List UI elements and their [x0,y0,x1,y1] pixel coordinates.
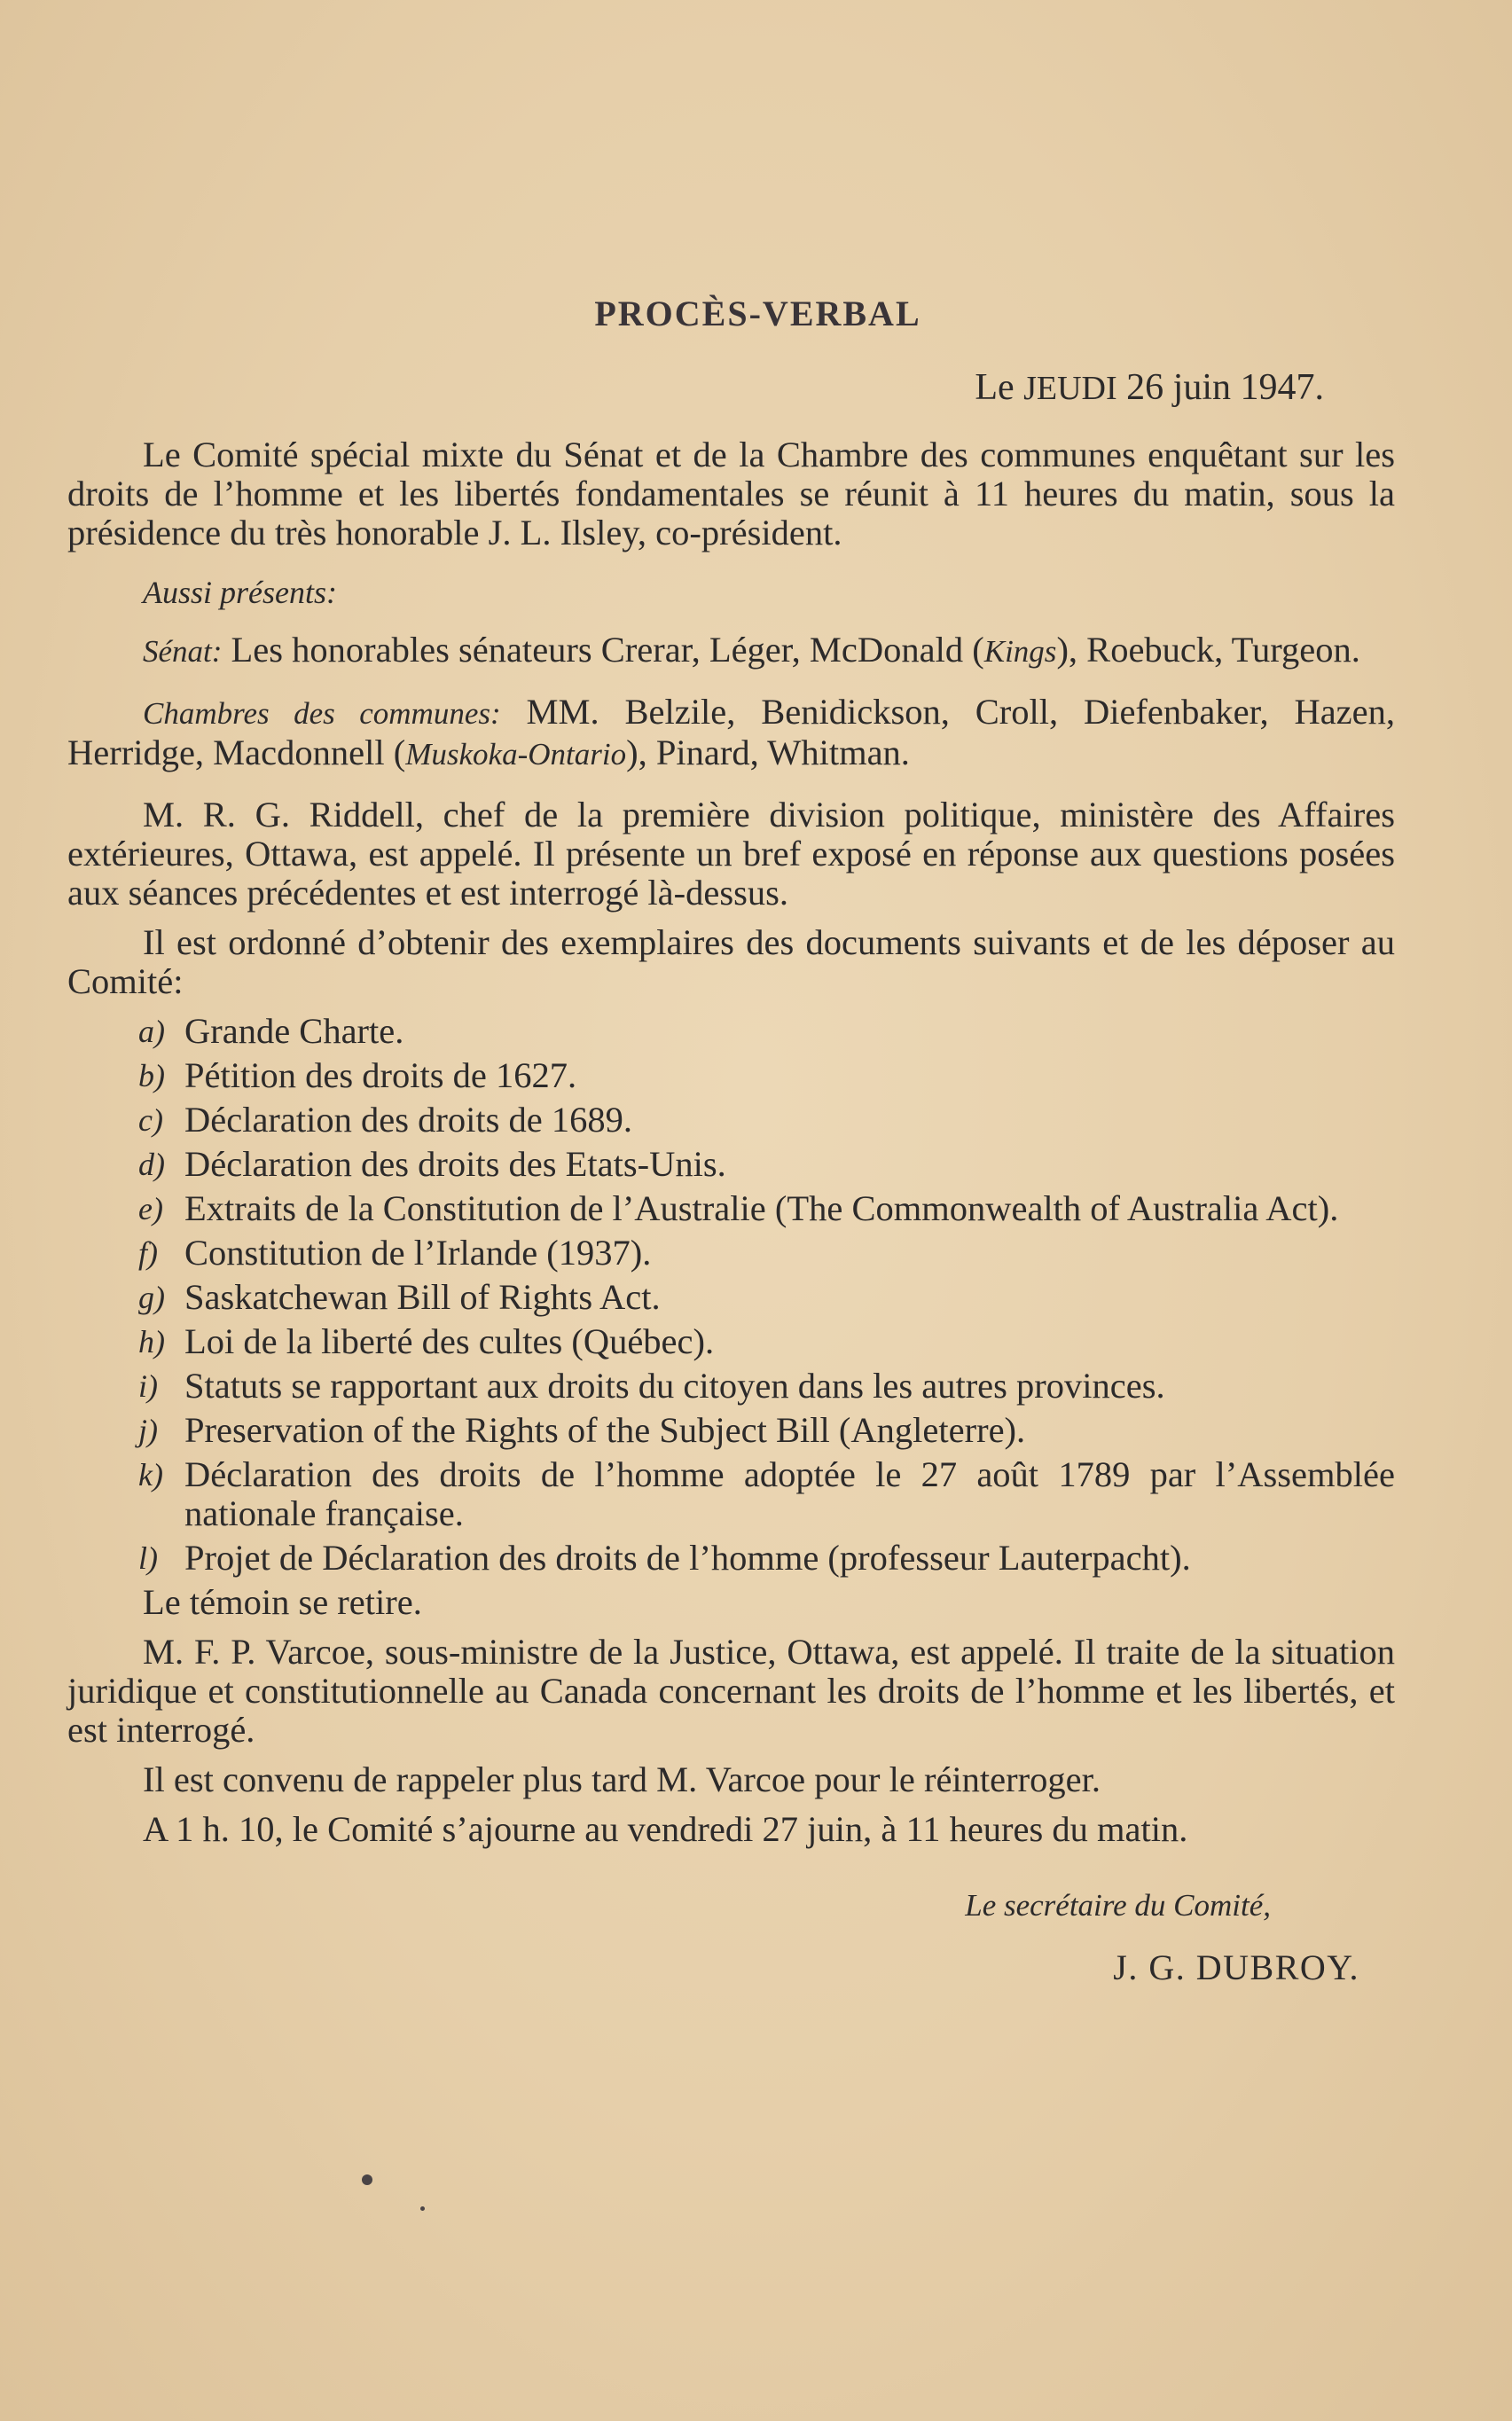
document-page [67,293,1395,1988]
list-item [67,1411,1395,1450]
date-prefix: Le [975,367,1015,408]
item-text: Déclaration des droits de l’homme adoptée le 27 août 1789 par l’Assemblée nationale française. [184,1454,1395,1533]
senate-text-b: ), Roebuck, Turgeon. [1056,630,1360,670]
list-item [67,1367,1395,1406]
signature-role: Le secrétaire du Comité, [965,1888,1271,1923]
item-text: Extraits de la Constitution de l’Australie (The Commonwealth of Australia Act). [184,1188,1339,1228]
list-item [67,1234,1395,1273]
commons-text-b: ), Pinard, Whitman. [626,733,910,772]
list-item [67,1189,1395,1228]
list-item [67,1012,1395,1051]
ink-speck [420,2206,425,2211]
list-item [67,1056,1395,1095]
commons-label: Chambres des communes: [143,696,501,731]
senate-attendance [67,631,1395,671]
ink-speck [362,2174,372,2185]
signature-block [67,1888,1395,1988]
meeting-date [67,366,1324,409]
intro-paragraph: Le Comité spécial mixte du Sénat et de la Chambre des communes enquêtant sur les droits de l’homme et les libertés fondamentales se réunit à 11 heures du matin, sous la présidence du très honorable J. L. Ilsley, co-président. [67,435,1395,552]
list-item [67,1145,1395,1184]
senate-kings: Kings [983,634,1057,669]
item-text: Grande Charte. [184,1011,404,1051]
item-text: Statuts se rapportant aux droits du citoyen dans les autres provinces. [184,1366,1165,1406]
item-text: Déclaration des droits des Etats-Unis. [184,1144,726,1184]
item-marker: c) [138,1102,163,1138]
item-marker: h) [138,1324,165,1359]
order-paragraph: Il est ordonné d’obtenir des exemplaires des documents suivants et de les déposer au Comité: [67,922,1395,1001]
list-item [67,1278,1395,1317]
recall-paragraph: Il est convenu de rappeler plus tard M. Varcoe pour le réinterroger. [143,1759,1101,1799]
item-text: Constitution de l’Irlande (1937). [184,1233,652,1273]
riddell-paragraph: M. R. G. Riddell, chef de la première division politique, ministère des Affaires extérieures, Ottawa, est appelé. Il présente un bref exposé en réponse aux questions posées aux séances précédentes et est interrogé là-dessus. [67,795,1395,913]
page-title: PROCÈS-VERBAL [594,294,921,333]
list-item [67,1539,1395,1578]
item-marker: g) [138,1280,165,1315]
varcoe-paragraph: M. F. P. Varcoe, sous-ministre de la Justice, Ottawa, est appelé. Il traite de la situation juridique et constitutionnelle au Canada concernant les droits de l’homme et les libertés, et est interrogé. [67,1632,1395,1750]
item-text: Projet de Déclaration des droits de l’homme (professeur Lauterpacht). [184,1538,1191,1578]
senate-text-a: Les honorables sénateurs Crerar, Léger, McDonald ( [231,630,984,670]
present-heading: Aussi présents: [143,575,337,610]
date-day: JEUDI [1023,370,1117,407]
item-marker: d) [138,1147,165,1182]
item-marker: a) [138,1014,165,1049]
adjourn-paragraph: A 1 h. 10, le Comité s’ajourne au vendredi 27 juin, à 11 heures du matin. [143,1809,1188,1849]
signature-name: J. G. DUBROY. [1113,1947,1359,1987]
item-marker: k) [138,1457,163,1493]
date-rest: 26 juin 1947. [1126,367,1324,408]
senate-label: Sénat: [143,634,223,669]
commons-riding: Muskoka-Ontario [405,737,627,772]
commons-attendance [67,693,1395,774]
list-item [67,1455,1395,1533]
witness-retires: Le témoin se retire. [143,1582,422,1622]
item-marker: e) [138,1191,163,1226]
item-marker: l) [138,1540,158,1576]
item-text: Pétition des droits de 1627. [184,1055,577,1095]
commons-text-a: MM. Belzile, Benidickson, Croll, Diefenbaker, Hazen, Herridge, Macdonnell ( [67,692,1395,772]
item-marker: b) [138,1058,165,1093]
item-text: Saskatchewan Bill of Rights Act. [184,1277,661,1317]
item-text: Loi de la liberté des cultes (Québec). [184,1321,715,1361]
item-text: Preservation of the Rights of the Subject Bill (Angleterre). [184,1410,1026,1450]
item-marker: i) [138,1368,158,1404]
item-text: Déclaration des droits de 1689. [184,1100,632,1140]
list-item [67,1101,1395,1140]
list-item [67,1322,1395,1361]
item-marker: j) [138,1413,158,1448]
item-marker: f) [138,1235,158,1271]
documents-list [67,1012,1395,1578]
